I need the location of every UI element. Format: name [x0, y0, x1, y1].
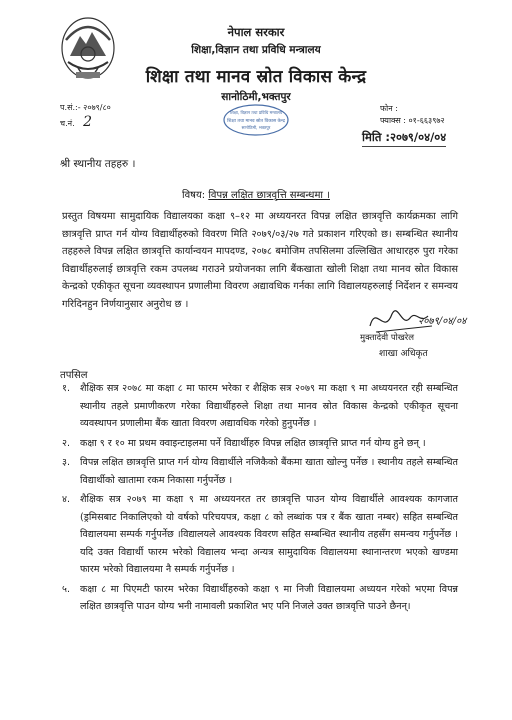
subject-text: विपन्न लक्षित छात्रवृत्ति सम्बन्धमा । [208, 190, 330, 201]
signature-date: २०७९/०४/०४ [418, 316, 467, 327]
item-text: कक्षा ९ र १० मा प्रथम क्वाइन्टाइलमा पर्ने विद्यार्थीहरु विपन्न लक्षित छात्रवृत्ति प्राप्त गर्न योग्य हुने छन् । [80, 437, 426, 449]
item-text: विपन्न लक्षित छात्रवृत्ति प्राप्त गर्न योग्य विद्यार्थीले नजिकैको बैंकमा खाता खोल्नु पर्नेछ । स्थानीय तहले सम्बन्धित विद्यार्थीको खातामा रकम निकासा गर्नुपर्नेछ । [80, 457, 458, 486]
dispatch-number-value: 2 [83, 114, 93, 130]
list-item [62, 491, 458, 579]
subject-label: विषय: [182, 190, 206, 201]
letter-date: मिति :२०७९/०४/०४ [362, 130, 446, 147]
signatory-name: मुक्तादेवी पोखरेल [360, 333, 415, 343]
phone-label: फोन : [380, 104, 398, 113]
government-name: नेपाल सरकार [227, 25, 285, 39]
seal-line3: सानोठिमी, भक्तपुर [241, 125, 271, 130]
item-text: शैक्षिक सत्र २०७९ मा कक्षा ९ मा अध्ययनरत तर छात्रवृत्ति पाउन योग्य विद्यार्थीले आवश्यक कागजात (ड्रमिसबाट निकालिएको यो वर्षको परिचयपत्र, कक्षा ८ को लब्धांक पत्र र बैंक खाता नम्बर) सहित सम्बन्धित विद्यालयमा सम्पर्क गर्नुपर्नेछ ।विद्यालयले आवश्यक विवरण सहित सम्बन्धित स्थानीय तहसँग समन्वय गर्नुपर्नेछ । यदि उक्त विद्यार्थी फारम भरेको विद्यालय भन्दा अन्यत्र सामुदायिक विद्यालयमा स्थानान्तरण भएको खण्डमा फारम भरेको विद्यालयमा नै सम्पर्क गर्नुपर्नेछ । [80, 494, 458, 575]
annex-heading: तपसिल [60, 370, 88, 381]
body-paragraph: प्रस्तुत विषयमा सामुदायिक विद्यालयका कक्षा ९–१२ मा अध्ययनरत विपन्न लक्षित छात्रवृत्ति कार्यक्रमका लागि छात्रवृत्ति प्राप्त गर्न योग्य विद्यार्थीहरुको विवरण मिति २०७९/०३/२७ गते प्रकाशन गरिएको छ। सम्बन्धित स्थानीय तहहरुले विपन्न लक्षित छात्रवृत्ति कार्यान्वयन मापदण्ड, २०७८ बमोजिम तपसिलमा उल्लिखित आधारहरु पुरा गरेका विद्यार्थीहरुलाई छात्रवृत्ति रकम उपलब्ध गराउने प्रयोजनका लागि बैंकखाता खोली शिक्षा तथा मानव स्रोत विकास केन्द्रको एकीकृत सूचना व्यवस्थापन प्रणालीमा विवरण अद्यावधिक गर्नका लागि विद्यालयहरुलाई निर्देशन र समन्वय गरिदिनहुन निर्णयानुसार अनुरोध छ । [62, 211, 458, 310]
addressee: श्री स्थानीय तहहरु । [60, 158, 136, 170]
office-location: सानोठिमी,भक्तपुर [221, 91, 291, 103]
list-item [62, 380, 458, 433]
item-number: २. [62, 437, 71, 449]
fax-number: फ्याक्स : ०१-६६३९७२ [380, 116, 445, 125]
item-text: कक्षा ८ मा पिएमटी फारम भरेका विद्यार्थीहरुको कक्षा ९ मा निजी विद्यालयमा अध्ययन गरेको भएमा विपन्न लक्षित छात्रवृत्ति पाउन योग्य भनी नामावली प्रकाशित भए पनि निजले उक्त छात्रवृत्ति पाउने छैनन्। [80, 583, 458, 612]
dispatch-number-label: च.नं. [60, 119, 75, 128]
dispatch-number [60, 114, 92, 130]
item-number: ३. [62, 457, 71, 468]
seal-line2: शिक्षा तथा मानव स्रोत विकास केन्द्र [227, 119, 285, 124]
seal-line1: शिक्षा, विज्ञान तथा प्रविधि मन्त्रालय [229, 110, 283, 115]
item-number: ५. [62, 583, 71, 595]
signatory-title: शाखा अधिकृत [379, 348, 428, 359]
item-number: १. [62, 383, 71, 394]
office-seal [222, 103, 290, 137]
reference-number: प.सं.:- २०७९/८० [60, 103, 111, 112]
office-name: शिक्षा तथा मानव स्रोत विकास केन्द्र [145, 67, 367, 87]
annex-list [62, 380, 458, 618]
list-item [62, 435, 458, 453]
subject-line [0, 187, 512, 201]
list-item [62, 581, 458, 616]
item-number: ४. [62, 494, 71, 505]
list-item [62, 454, 458, 489]
item-text: शैक्षिक सत्र २०७८ मा कक्षा ८ मा फारम भरेका र शैक्षिक सत्र २०७९ मा कक्षा ९ मा अध्ययनरत रही सम्बन्धित स्थानीय तहले प्रमाणीकरण गरेका विद्यार्थीहरुले शिक्षा तथा मानव स्रोत विकास केन्द्रको एकीकृत सूचना व्यवस्थापन प्रणालीमा बैंक खाता विवरण अद्यावधिक गरेको हुनुपर्नेछ । [80, 383, 458, 429]
ministry-name: शिक्षा,विज्ञान तथा प्रविधि मन्त्रालय [191, 44, 321, 56]
